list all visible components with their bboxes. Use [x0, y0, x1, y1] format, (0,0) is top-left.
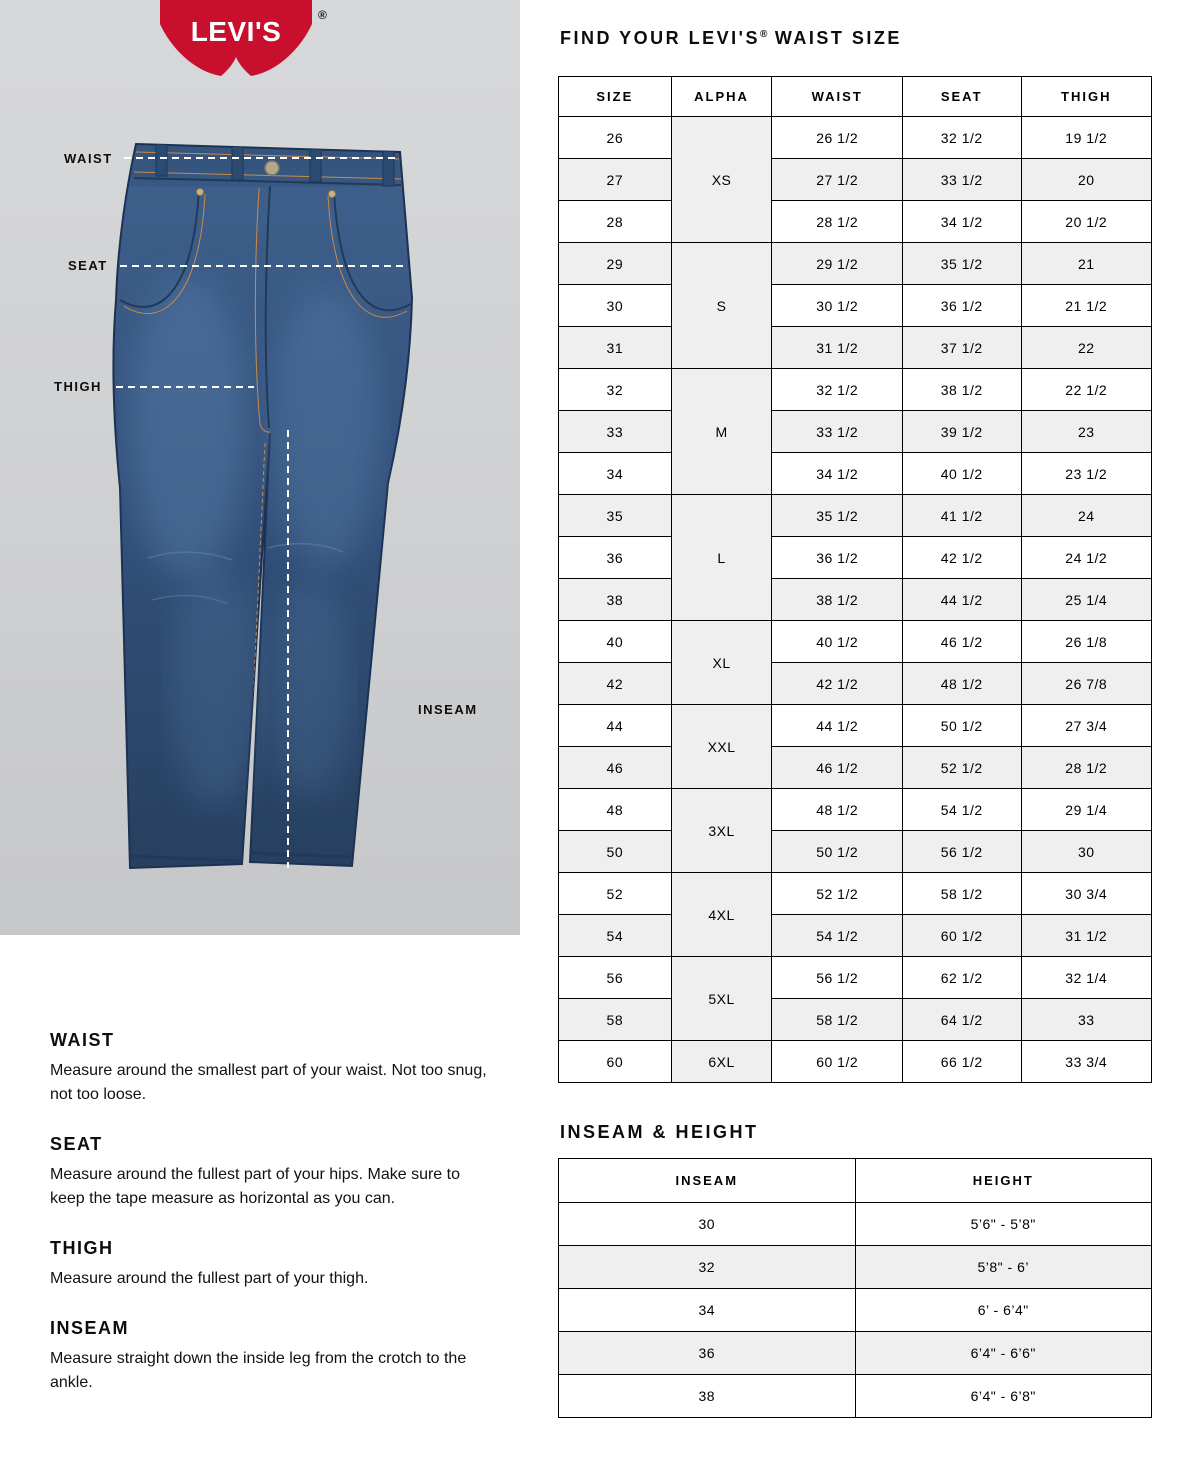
inseam-row [559, 1246, 1152, 1289]
seat-diagram-label: SEAT [68, 258, 108, 273]
thigh-cell: 22 1/2 [1021, 369, 1152, 411]
seat-cell: 41 1/2 [902, 495, 1021, 537]
size-row [559, 957, 1152, 999]
instruction-seat [50, 1134, 495, 1211]
levis-batwing [160, 0, 312, 80]
alpha-cell: 3XL [671, 789, 772, 873]
size-row [559, 285, 1152, 327]
alpha-cell: 4XL [671, 873, 772, 957]
waist-cell: 36 1/2 [772, 537, 902, 579]
seat-cell: 58 1/2 [902, 873, 1021, 915]
size-cell: 38 [559, 579, 672, 621]
thigh-cell: 26 7/8 [1021, 663, 1152, 705]
size-row [559, 327, 1152, 369]
size-row [559, 243, 1152, 285]
seat-cell: 60 1/2 [902, 915, 1021, 957]
seat-cell: 39 1/2 [902, 411, 1021, 453]
thigh-cell: 24 1/2 [1021, 537, 1152, 579]
size-cell: 44 [559, 705, 672, 747]
thigh-cell: 26 1/8 [1021, 621, 1152, 663]
title-text: WAIST SIZE [767, 28, 902, 48]
inseam-cell: 36 [559, 1332, 856, 1375]
col-header-height: HEIGHT [855, 1159, 1152, 1203]
inseam-cell: 38 [559, 1375, 856, 1418]
size-cell: 52 [559, 873, 672, 915]
alpha-cell: S [671, 243, 772, 369]
size-row [559, 201, 1152, 243]
waist-cell: 38 1/2 [772, 579, 902, 621]
instruction-title: INSEAM [50, 1318, 130, 1338]
alpha-cell: XL [671, 621, 772, 705]
thigh-cell: 19 1/2 [1021, 117, 1152, 159]
waist-cell: 50 1/2 [772, 831, 902, 873]
alpha-cell: M [671, 369, 772, 495]
seat-cell: 54 1/2 [902, 789, 1021, 831]
waist-cell: 52 1/2 [772, 873, 902, 915]
size-cell: 34 [559, 453, 672, 495]
col-header-waist: WAIST [772, 77, 902, 117]
height-cell: 6’4" - 6’8" [855, 1375, 1152, 1418]
waist-cell: 32 1/2 [772, 369, 902, 411]
instruction-waist [50, 1030, 495, 1107]
height-cell: 5’6" - 5’8" [855, 1203, 1152, 1246]
size-cell: 35 [559, 495, 672, 537]
instruction-body: Measure around the fullest part of your hips. Make sure to keep the tape measure as horizontal as you can. [50, 1166, 460, 1207]
thigh-cell: 29 1/4 [1021, 789, 1152, 831]
waist-cell: 58 1/2 [772, 999, 902, 1041]
instruction-title: WAIST [50, 1030, 115, 1050]
size-row [559, 453, 1152, 495]
seat-cell: 38 1/2 [902, 369, 1021, 411]
waist-cell: 48 1/2 [772, 789, 902, 831]
height-cell: 5’8" - 6’ [855, 1246, 1152, 1289]
seat-cell: 44 1/2 [902, 579, 1021, 621]
alpha-cell: 6XL [671, 1041, 772, 1083]
jeans-illustration [100, 128, 420, 888]
waist-cell: 42 1/2 [772, 663, 902, 705]
waist-cell: 46 1/2 [772, 747, 902, 789]
thigh-cell: 24 [1021, 495, 1152, 537]
size-cell: 48 [559, 789, 672, 831]
col-header-size: SIZE [559, 77, 672, 117]
alpha-cell: XXL [671, 705, 772, 789]
size-row [559, 159, 1152, 201]
thigh-cell: 33 3/4 [1021, 1041, 1152, 1083]
seat-cell: 50 1/2 [902, 705, 1021, 747]
thigh-cell: 30 3/4 [1021, 873, 1152, 915]
seat-cell: 35 1/2 [902, 243, 1021, 285]
waist-cell: 40 1/2 [772, 621, 902, 663]
thigh-cell: 33 [1021, 999, 1152, 1041]
size-row [559, 411, 1152, 453]
header-row [559, 77, 1152, 117]
size-row [559, 369, 1152, 411]
height-cell: 6’4" - 6’6" [855, 1332, 1152, 1375]
size-row [559, 537, 1152, 579]
thigh-cell: 31 1/2 [1021, 915, 1152, 957]
seat-cell: 48 1/2 [902, 663, 1021, 705]
size-row [559, 621, 1152, 663]
thigh-cell: 25 1/4 [1021, 579, 1152, 621]
size-cell: 60 [559, 1041, 672, 1083]
size-cell: 42 [559, 663, 672, 705]
seat-cell: 62 1/2 [902, 957, 1021, 999]
instruction-thigh [50, 1238, 495, 1291]
waist-size-table-title [560, 28, 902, 49]
waist-diagram-label: WAIST [64, 151, 113, 166]
size-charts-column [558, 0, 1152, 1467]
size-row [559, 747, 1152, 789]
thigh-cell: 20 1/2 [1021, 201, 1152, 243]
seat-measure-line [120, 265, 406, 267]
size-cell: 58 [559, 999, 672, 1041]
title-registered-mark: ® [759, 29, 768, 40]
jeans-photo-panel [0, 0, 520, 935]
waist-cell: 27 1/2 [772, 159, 902, 201]
size-cell: 29 [559, 243, 672, 285]
size-cell: 46 [559, 747, 672, 789]
alpha-cell: L [671, 495, 772, 621]
size-row [559, 117, 1152, 159]
col-header-seat: SEAT [902, 77, 1021, 117]
size-row [559, 495, 1152, 537]
waist-cell: 34 1/2 [772, 453, 902, 495]
size-cell: 32 [559, 369, 672, 411]
size-cell: 33 [559, 411, 672, 453]
seat-cell: 42 1/2 [902, 537, 1021, 579]
waist-cell: 56 1/2 [772, 957, 902, 999]
thigh-measure-line [116, 386, 254, 388]
col-header-thigh: THIGH [1021, 77, 1152, 117]
thigh-cell: 32 1/4 [1021, 957, 1152, 999]
waist-cell: 44 1/2 [772, 705, 902, 747]
waist-cell: 28 1/2 [772, 201, 902, 243]
seat-cell: 32 1/2 [902, 117, 1021, 159]
size-row [559, 1041, 1152, 1083]
waist-cell: 30 1/2 [772, 285, 902, 327]
inseam-cell: 32 [559, 1246, 856, 1289]
registered-trademark: ® [318, 8, 327, 22]
seat-cell: 37 1/2 [902, 327, 1021, 369]
size-cell: 40 [559, 621, 672, 663]
seat-cell: 52 1/2 [902, 747, 1021, 789]
size-row [559, 831, 1152, 873]
thigh-cell: 28 1/2 [1021, 747, 1152, 789]
thigh-cell: 21 1/2 [1021, 285, 1152, 327]
title-text: FIND YOUR LEVI'S [560, 28, 760, 48]
alpha-cell: 5XL [671, 957, 772, 1041]
thigh-cell: 27 3/4 [1021, 705, 1152, 747]
thigh-cell: 23 1/2 [1021, 453, 1152, 495]
size-row [559, 873, 1152, 915]
inseam-row [559, 1203, 1152, 1246]
size-cell: 27 [559, 159, 672, 201]
inseam-height-table [558, 1158, 1152, 1418]
seat-cell: 56 1/2 [902, 831, 1021, 873]
seat-cell: 33 1/2 [902, 159, 1021, 201]
header-row [559, 1159, 1152, 1203]
size-row [559, 789, 1152, 831]
thigh-cell: 21 [1021, 243, 1152, 285]
waist-cell: 33 1/2 [772, 411, 902, 453]
size-cell: 31 [559, 327, 672, 369]
size-cell: 36 [559, 537, 672, 579]
waist-cell: 60 1/2 [772, 1041, 902, 1083]
waist-size-table [558, 76, 1152, 1083]
size-cell: 30 [559, 285, 672, 327]
instruction-body: Measure straight down the inside leg from the crotch to the ankle. [50, 1350, 467, 1391]
inseam-row [559, 1375, 1152, 1418]
thigh-cell: 30 [1021, 831, 1152, 873]
inseam-diagram-label: INSEAM [418, 702, 478, 717]
seat-cell: 66 1/2 [902, 1041, 1021, 1083]
seat-cell: 46 1/2 [902, 621, 1021, 663]
waist-measure-line [124, 157, 397, 159]
size-row [559, 705, 1152, 747]
brand-name: LEVI'S [190, 16, 282, 47]
size-cell: 28 [559, 201, 672, 243]
size-cell: 54 [559, 915, 672, 957]
thigh-diagram-label: THIGH [54, 379, 102, 394]
instruction-body: Measure around the fullest part of your thigh. [50, 1270, 369, 1287]
waist-cell: 54 1/2 [772, 915, 902, 957]
size-cell: 50 [559, 831, 672, 873]
height-cell: 6’ - 6’4" [855, 1289, 1152, 1332]
instruction-title: THIGH [50, 1238, 114, 1258]
measuring-instructions [50, 1030, 495, 1422]
inseam-measure-line [287, 430, 289, 868]
instruction-title: SEAT [50, 1134, 103, 1154]
inseam-cell: 30 [559, 1203, 856, 1246]
size-row [559, 915, 1152, 957]
seat-cell: 40 1/2 [902, 453, 1021, 495]
inseam-table-title: INSEAM & HEIGHT [560, 1122, 759, 1142]
waist-cell: 35 1/2 [772, 495, 902, 537]
thigh-cell: 23 [1021, 411, 1152, 453]
waist-cell: 29 1/2 [772, 243, 902, 285]
waist-cell: 26 1/2 [772, 117, 902, 159]
size-cell: 26 [559, 117, 672, 159]
seat-cell: 34 1/2 [902, 201, 1021, 243]
seat-cell: 36 1/2 [902, 285, 1021, 327]
inseam-row [559, 1289, 1152, 1332]
seat-cell: 64 1/2 [902, 999, 1021, 1041]
thigh-cell: 22 [1021, 327, 1152, 369]
size-row [559, 999, 1152, 1041]
levis-logo [160, 0, 312, 80]
size-cell: 56 [559, 957, 672, 999]
inseam-cell: 34 [559, 1289, 856, 1332]
thigh-cell: 20 [1021, 159, 1152, 201]
col-header-inseam: INSEAM [559, 1159, 856, 1203]
col-header-alpha: ALPHA [671, 77, 772, 117]
alpha-cell: XS [671, 117, 772, 243]
instruction-inseam [50, 1318, 495, 1395]
size-row [559, 663, 1152, 705]
waist-cell: 31 1/2 [772, 327, 902, 369]
instruction-body: Measure around the smallest part of your waist. Not too snug, not too loose. [50, 1062, 487, 1103]
size-row [559, 579, 1152, 621]
inseam-row [559, 1332, 1152, 1375]
